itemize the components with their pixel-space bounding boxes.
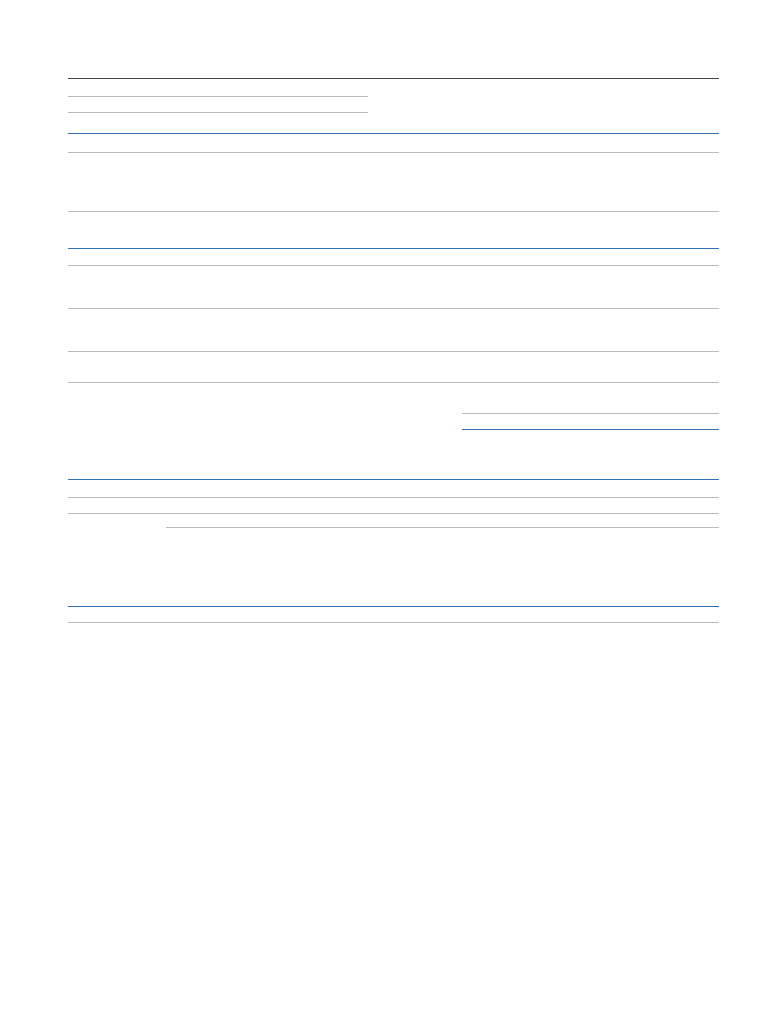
chem-rule [68,133,719,134]
header-rule-2 [68,112,368,113]
header-top-rule [68,78,719,79]
mech-rule [68,479,719,480]
temper-rule [68,606,719,607]
temp-rule [68,248,719,249]
header-rule-1 [68,96,368,97]
